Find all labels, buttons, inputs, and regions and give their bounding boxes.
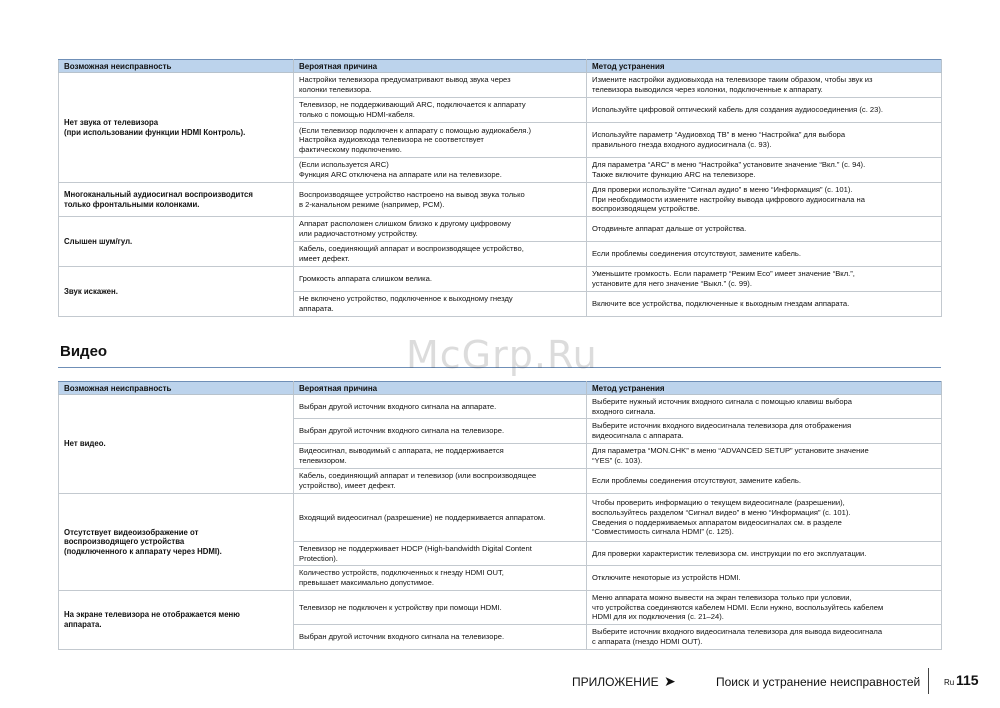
table-row (59, 591, 942, 625)
remedy-cell: Выберите источник входного видеосигнала телевизора для вывода видеосигнала с аппарата (гнездо HDMI OUT). (587, 625, 942, 650)
remedy-cell: Используйте параметр “Аудиовход ТВ” в меню “Настройка” для выбора правильного гнезда входного аудиосигнала (с. 93). (587, 123, 942, 158)
table-row (59, 267, 942, 292)
table-row (59, 183, 942, 217)
remedy-cell: Включите все устройства, подключенные к выходным гнездам аппарата. (587, 292, 942, 317)
remedy-cell: Чтобы проверить информацию о текущем видеосигнале (разрешении), воспользуйтесь разделом “Сигнал видео” в меню “Информация” (с. 101). Сведения о поддерживаемых аппаратом видеосигналах см. в разделе “Совместимость сигнала HDMI” (с. 125). (587, 494, 942, 542)
footer-topic-link[interactable]: Поиск и устранение неисправностей (716, 675, 921, 689)
remedy-cell: Выберите нужный источник входного сигнала с помощью клавиш выбора входного сигнала. (587, 395, 942, 419)
table-header-row (59, 60, 942, 73)
problem-cell: На экране телевизора не отображается меню аппарата. (59, 591, 294, 650)
cause-cell: (Если телевизор подключен к аппарату с помощью аудиокабеля.) Настройка аудиовхода телевизора не соответствует фактическому подключению. (294, 123, 587, 158)
cause-cell: Телевизор не поддерживает HDCP (High-bandwidth Digital Content Protection). (294, 542, 587, 566)
cause-cell: Телевизор не подключен к устройству при помощи HDMI. (294, 591, 587, 625)
audio-troubleshooting-table (58, 59, 942, 317)
language-label: Ru (944, 678, 955, 687)
table-row (59, 73, 942, 98)
footer-divider (928, 668, 929, 694)
video-table-body (59, 395, 942, 650)
problem-cell: Звук искажен. (59, 267, 294, 317)
remedy-cell: Отодвиньте аппарат дальше от устройства. (587, 217, 942, 242)
cause-cell: Выбран другой источник входного сигнала на телевизоре. (294, 419, 587, 444)
cause-cell: Выбран другой источник входного сигнала на телевизоре. (294, 625, 587, 650)
remedy-cell: Используйте цифровой оптический кабель для создания аудиосоединения (с. 23). (587, 98, 942, 123)
footer-section-link[interactable]: ПРИЛОЖЕНИЕ (572, 675, 659, 689)
cause-cell: Кабель, соединяющий аппарат и воспроизводящее устройство, имеет дефект. (294, 242, 587, 267)
table-header-row (59, 382, 942, 395)
cause-cell: Телевизор, не поддерживающий ARC, подключается к аппарату только с помощью HDMI-кабеля. (294, 98, 587, 123)
problem-cell: Слышен шум/гул. (59, 217, 294, 267)
remedy-cell: Меню аппарата можно вывести на экран телевизора только при условии, что устройства соединяются кабелем HDMI. Если нужно, воспользуйтесь кабелем HDMI для их подключения (с. 21–24). (587, 591, 942, 625)
remedy-cell: Измените настройки аудиовыхода на телевизоре таким образом, чтобы звук из телевизора выводился через колонки, подключенные к аппарату. (587, 73, 942, 98)
table-row (59, 217, 942, 242)
header-remedy: Метод устранения (587, 382, 942, 395)
audio-table-body (59, 73, 942, 317)
remedy-cell: Для проверки характеристик телевизора см. инструкции по его эксплуатации. (587, 542, 942, 566)
remedy-cell: Если проблемы соединения отсутствуют, замените кабель. (587, 242, 942, 267)
video-section-heading: Видео (60, 343, 108, 360)
remedy-cell: Выберите источник входного видеосигнала телевизора для отображения видеосигнала с аппарата. (587, 419, 942, 444)
table-row (59, 494, 942, 542)
problem-cell: Многоканальный аудиосигнал воспроизводится только фронтальными колонками. (59, 183, 294, 217)
video-troubleshooting-table (58, 381, 942, 650)
arrow-right-icon: ➤ (664, 673, 676, 689)
remedy-cell: Для параметра “ARC” в меню “Настройка” установите значение “Вкл.” (с. 94). Также включите функцию ARC на телевизоре. (587, 158, 942, 183)
remedy-cell: Для параметра “MON.CHK” в меню “ADVANCED SETUP” установите значение “YES” (с. 103). (587, 444, 942, 469)
cause-cell: Воспроизводящее устройство настроено на вывод звука только в 2-канальном режиме (например, PCM). (294, 183, 587, 217)
problem-cell: Отсутствует видеоизображение от воспроизводящего устройства (подключенного к аппарату через HDMI). (59, 494, 294, 591)
cause-cell: Видеосигнал, выводимый с аппарата, не поддерживается телевизором. (294, 444, 587, 469)
problem-cell: Нет звука от телевизора (при использовании функции HDMI Контроль). (59, 73, 294, 183)
cause-cell: Громкость аппарата слишком велика. (294, 267, 587, 292)
remedy-cell: Отключите некоторые из устройств HDMI. (587, 566, 942, 591)
page-footer (560, 672, 990, 692)
cause-cell: Входящий видеосигнал (разрешение) не поддерживается аппаратом. (294, 494, 587, 542)
cause-cell: Настройки телевизора предусматривают вывод звука через колонки телевизора. (294, 73, 587, 98)
table-row (59, 395, 942, 419)
header-remedy: Метод устранения (587, 60, 942, 73)
cause-cell: Не включено устройство, подключенное к выходному гнезду аппарата. (294, 292, 587, 317)
remedy-cell: Для проверки используйте “Сигнал аудио” в меню “Информация” (с. 101). При необходимости измените настройку вывода цифрового аудиосигнала на воспроизводящем устройстве. (587, 183, 942, 217)
cause-cell: Количество устройств, подключенных к гнезду HDMI OUT, превышает максимально допустимое. (294, 566, 587, 591)
remedy-cell: Если проблемы соединения отсутствуют, замените кабель. (587, 469, 942, 494)
cause-cell: Аппарат расположен слишком близко к другому цифровому или радиочастотному устройству. (294, 217, 587, 242)
header-problem: Возможная неисправность (59, 60, 294, 73)
header-cause: Вероятная причина (294, 60, 587, 73)
remedy-cell: Уменьшите громкость. Если параметр “Режим Eco” имеет значение “Вкл.”, установите для него значение “Выкл.” (с. 99). (587, 267, 942, 292)
cause-cell: Выбран другой источник входного сигнала на аппарате. (294, 395, 587, 419)
watermark: McGrp.Ru (406, 333, 598, 377)
cause-cell: Кабель, соединяющий аппарат и телевизор (или воспроизводящее устройство), имеет дефект. (294, 469, 587, 494)
header-cause: Вероятная причина (294, 382, 587, 395)
cause-cell: (Если используется ARC) Функция ARC отключена на аппарате или на телевизоре. (294, 158, 587, 183)
problem-cell: Нет видео. (59, 395, 294, 494)
page-number: 115 (956, 672, 979, 688)
header-problem: Возможная неисправность (59, 382, 294, 395)
